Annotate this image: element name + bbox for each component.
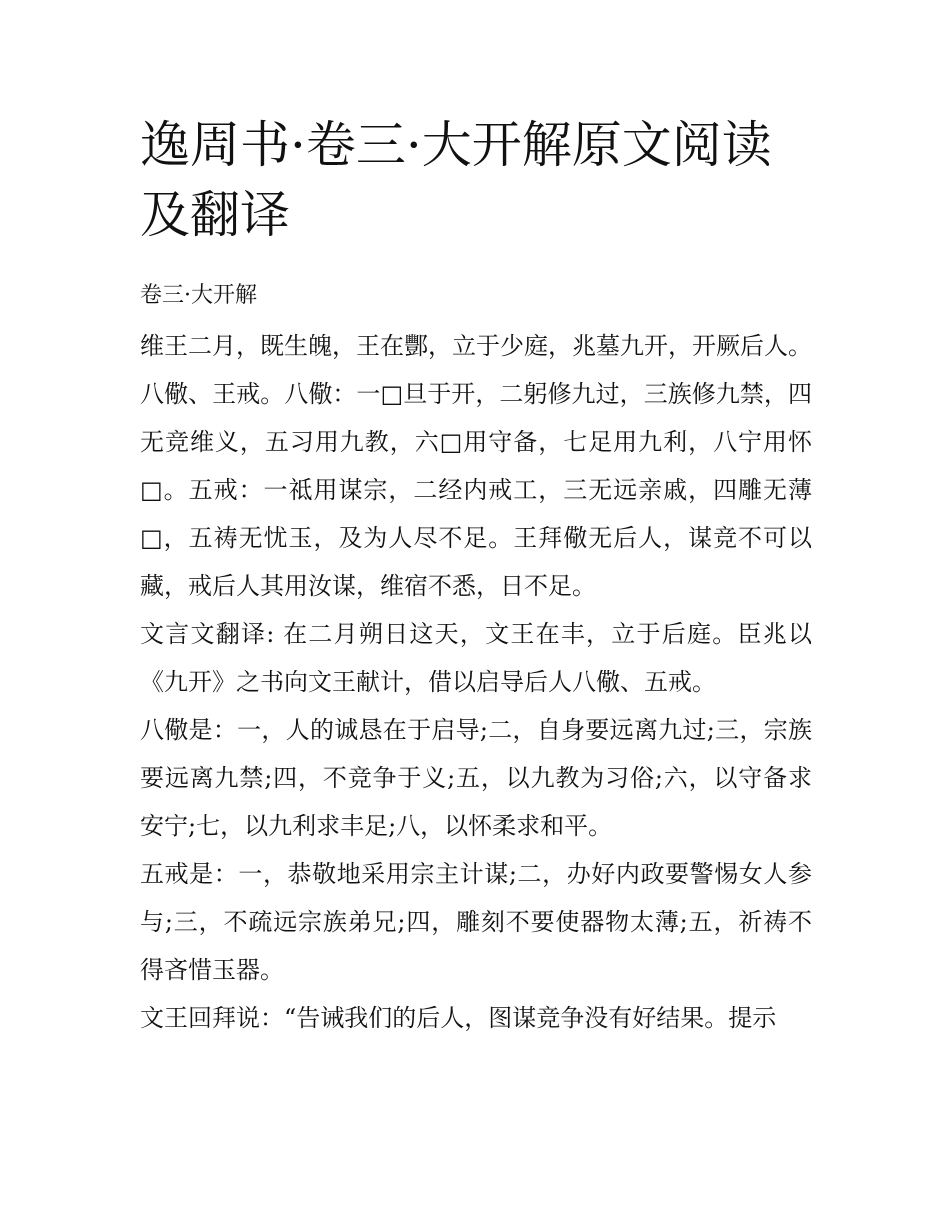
chapter-subtitle: 卷三·大开解 [140,283,257,308]
document-page [140,110,812,1042]
king-reply-paragraph: 文王回拜说：“告诫我们的后人，图谋竞争没有好结果。提示 [140,1004,777,1032]
translation-intro-paragraph: 文言文翻译: 在二月朔日这天，文王在丰，立于后庭。臣兆以《九开》之书向文王献计，借以启导后人八儆、五戒。 [140,620,812,696]
eight-warnings-paragraph: 八儆是：一，人的诚恳在于启导;二，自身要远离九过;三，宗族要远离九禁;四，不竞争于义;五，以九教为习俗;六，以守备求安宁;七，以九利求丰足;八，以怀柔求和平。 [140,716,812,840]
five-precepts-paragraph: 五戒是：一，恭敬地采用宗主计谋;二，办好内政要警惕女人参与;三，不疏远宗族弟兄;四，雕刻不要使器物太薄;五，祈祷不得吝惜玉器。 [140,860,812,984]
document-title: 逸周书·卷三·大开解原文阅读及翻译 [140,116,772,244]
original-text-paragraph: 维王二月，既生魄，王在酆，立于少庭，兆墓九开，开厥后人。八儆、王戒。八儆：一□旦于开，二躬修九过，三族修九禁，四无竞维义，五习用九教，六□用守备，七足用九利，八宁用怀□。五戒：一祗用谋宗，二经内戒工，三无远亲戚，四雕无薄□，五祷无忧玉，及为人尽不足。王拜儆无后人，谋竞不可以藏，戒后人其用汝谋，维宿不悉，日不足。 [140,332,812,600]
